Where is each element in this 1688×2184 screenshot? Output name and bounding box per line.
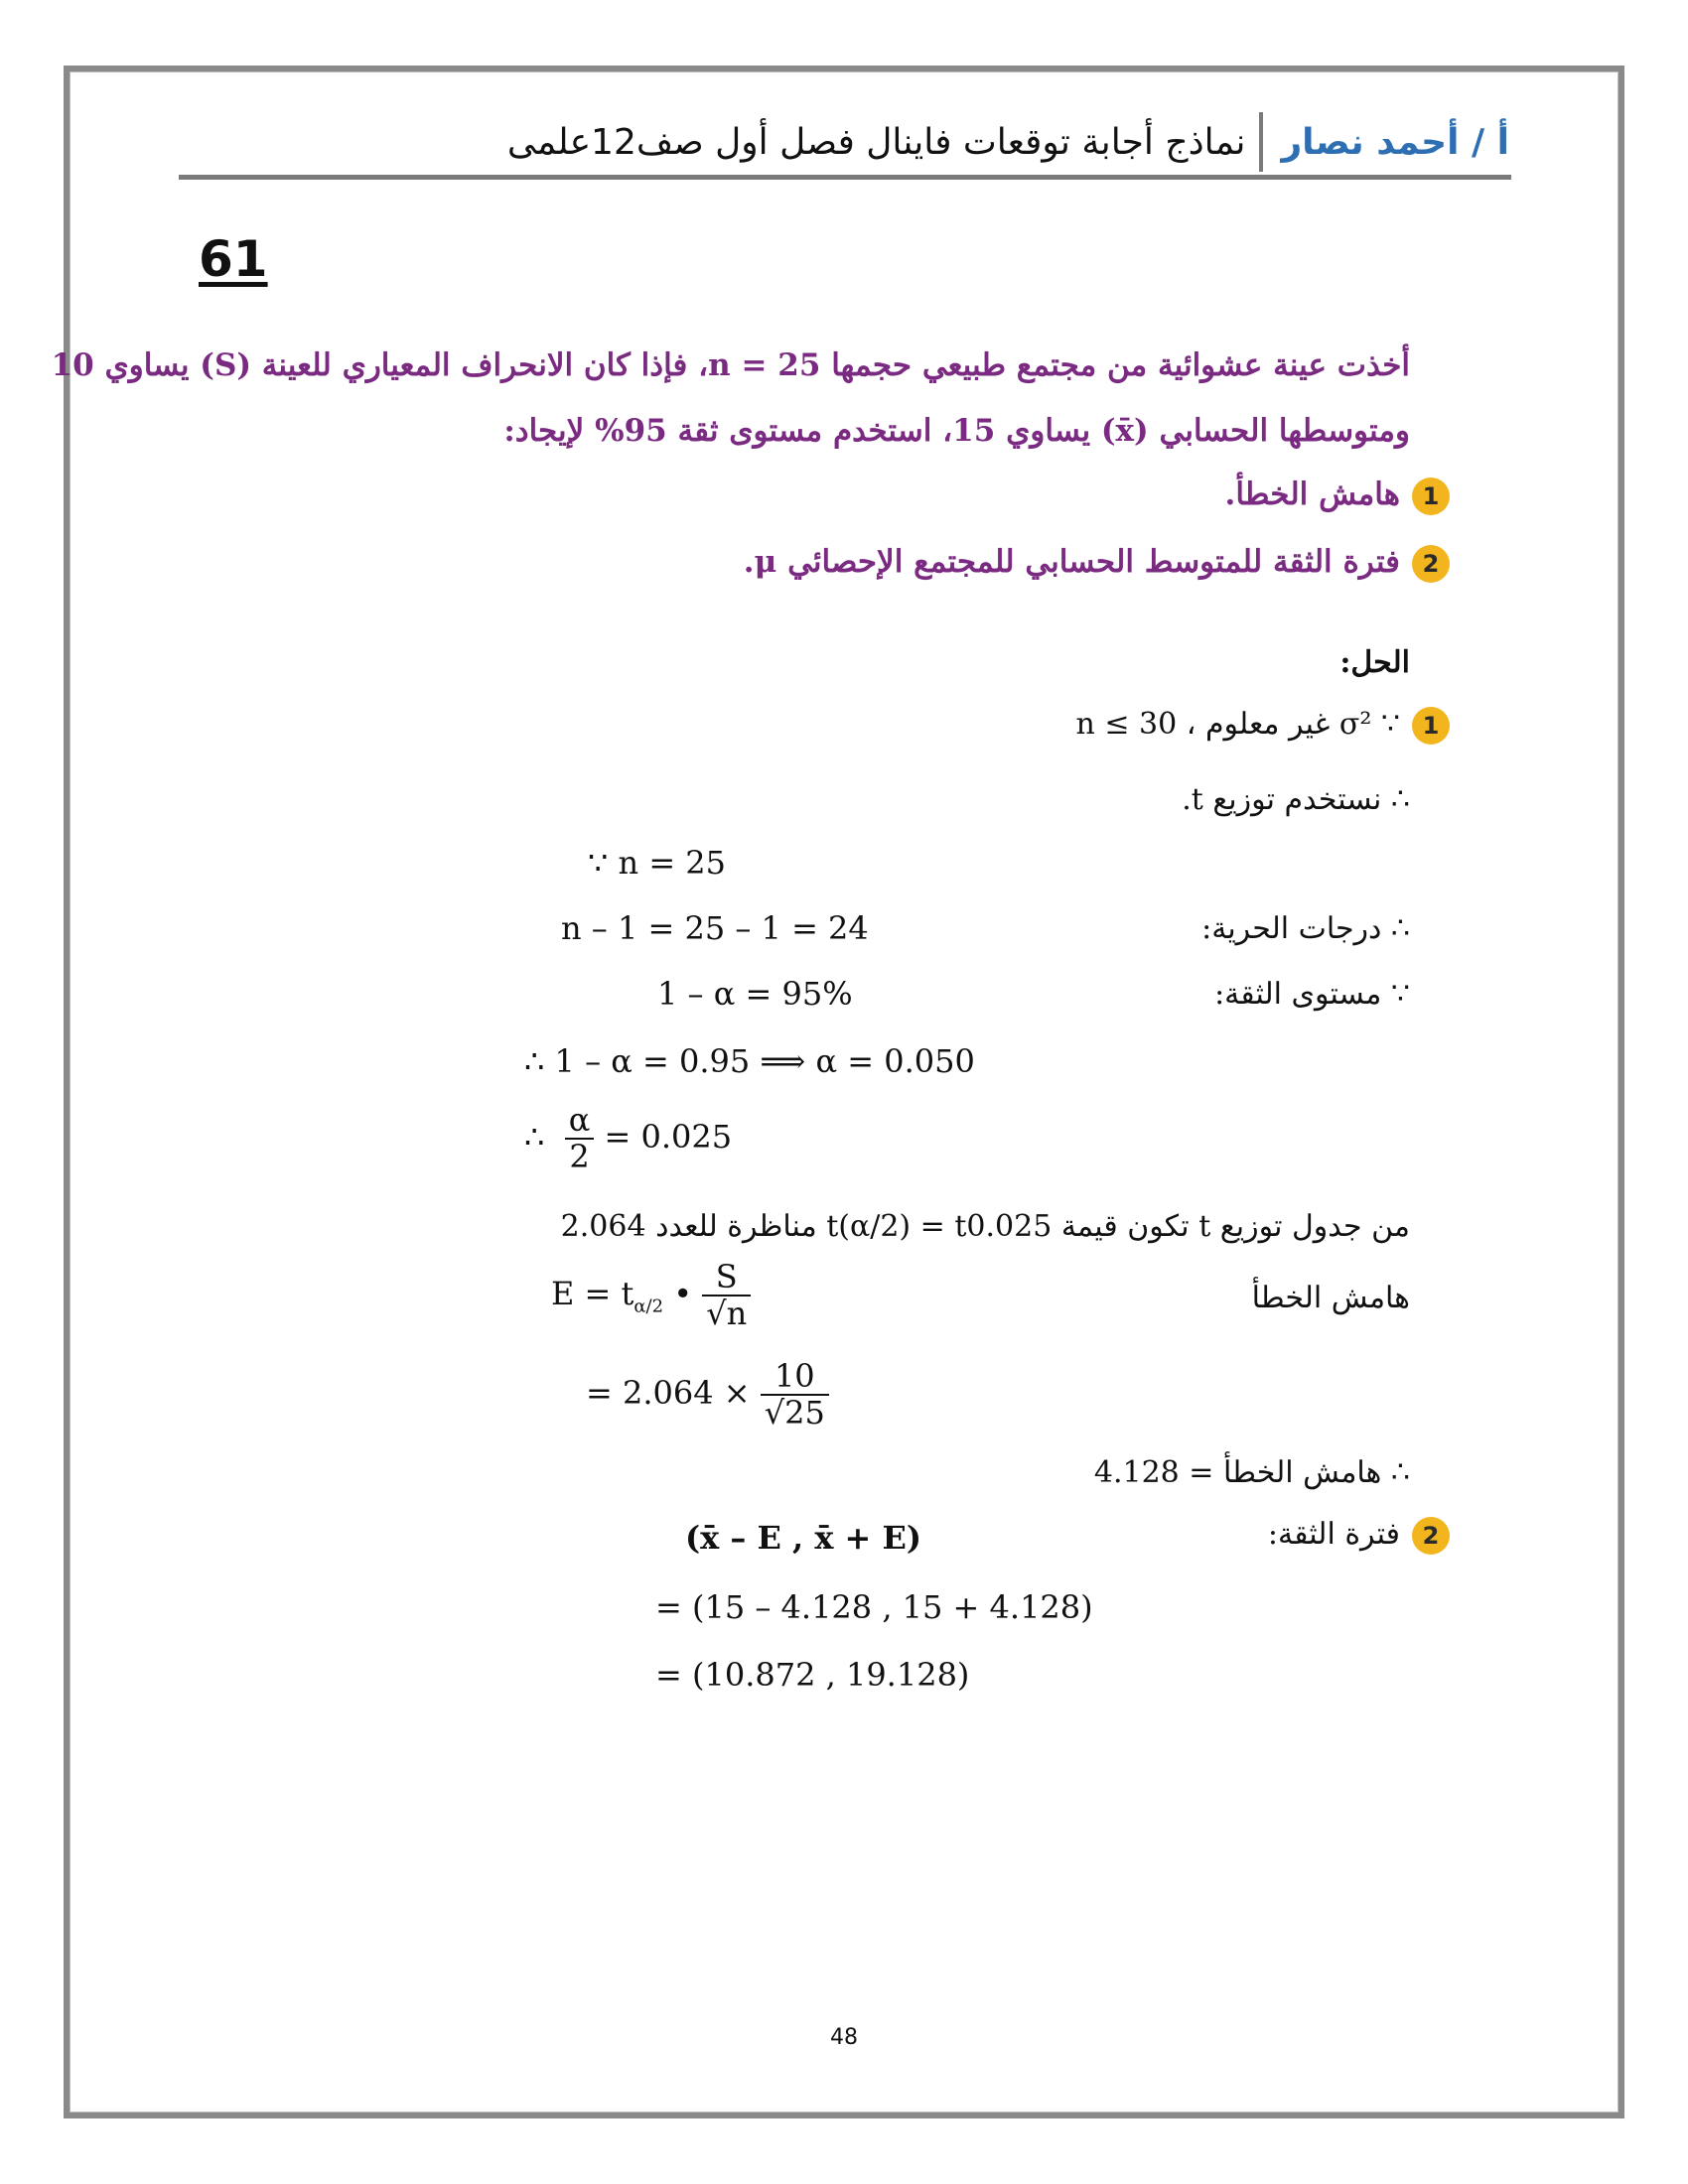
- solution-label: الحل:: [1339, 645, 1410, 680]
- item-number-badge: 2: [1412, 545, 1450, 583]
- solution-step-1: [1075, 707, 1450, 745]
- dof-value: n – 1 = 25 – 1 = 24: [561, 909, 869, 947]
- alpha-line: ∴ 1 – α = 0.95 ⟹ α = 0.050: [524, 1042, 975, 1080]
- question-item-text: هامش الخطأ.: [1224, 477, 1400, 512]
- solution-step-2: [1268, 1517, 1450, 1555]
- confidence-value: 1 – α = 95%: [657, 975, 853, 1013]
- interval-result: = (10.872 , 19.128): [655, 1656, 970, 1694]
- fraction-denominator: √25: [764, 1393, 825, 1432]
- step-number-badge: 1: [1412, 707, 1450, 745]
- margin-calculation: [586, 1357, 829, 1432]
- fraction-numerator: α: [565, 1104, 595, 1140]
- step-number-badge: 2: [1412, 1517, 1450, 1555]
- confidence-label: ∵ مستوى الثقة:: [1214, 977, 1410, 1012]
- question-number: 61: [199, 230, 268, 288]
- half-alpha-fraction: [565, 1101, 595, 1175]
- interval-formula: (x̄ – E , x̄ + E): [685, 1519, 922, 1557]
- fraction-numerator: S: [702, 1261, 751, 1297]
- fraction-numerator: 10: [761, 1360, 829, 1396]
- question-item-2: [744, 544, 1450, 583]
- teacher-name: أ / أحمد نصار: [1281, 121, 1509, 163]
- step1-text: ∵ σ² غير معلوم ، n ≤ 30: [1075, 707, 1400, 742]
- half-alpha-line: [524, 1101, 733, 1175]
- formula-left: E = t: [551, 1274, 634, 1312]
- question-line-1: أخذت عينة عشوائية من مجتمع طبيعي حجمها 25 = n، فإذا كان الانحراف المعياري للعينة (S) يساوي 10: [51, 347, 1410, 383]
- margin-formula: $E = t_{\alpha/2}$ • $\frac{S}{√n}$: [551, 1261, 751, 1331]
- page-number: 48: [830, 2025, 858, 2050]
- margin-result: ∴ هامش الخطأ = 4.128: [1093, 1455, 1410, 1490]
- interval-label: فترة الثقة:: [1267, 1517, 1400, 1552]
- therefore-symbol: ∴: [524, 1117, 545, 1156]
- question-item-text: فترة الثقة للمتوسط الحسابي للمجتمع الإحصائي μ.: [743, 544, 1400, 580]
- question-item-1: [1225, 477, 1450, 515]
- calc-left: = 2.064 ×: [586, 1373, 751, 1412]
- header-rule: [179, 175, 1511, 180]
- question-line-2: ومتوسطها الحسابي (x̄) يساوي 15، استخدم مستوى ثقة 95% لإيجاد:: [503, 413, 1410, 449]
- dof-label: ∴ درجات الحرية:: [1201, 911, 1410, 946]
- n-value: ∵ n = 25: [588, 844, 727, 882]
- item-number-badge: 1: [1412, 478, 1450, 515]
- header-separator: [1259, 112, 1263, 172]
- header-title: نماذج أجابة توقعات فاينال فصل أول صف12علمى: [506, 121, 1246, 163]
- margin-label: هامش الخطأ: [1251, 1281, 1410, 1315]
- interval-substitution: = (15 – 4.128 , 15 + 4.128): [655, 1588, 1093, 1626]
- t-table-line: من جدول توزيع t تكون قيمة t(α/2) = t0.025 مناظرة للعدد 2.064: [560, 1209, 1410, 1244]
- fraction-denominator: 2: [569, 1137, 590, 1175]
- fraction-denominator: √n: [706, 1294, 748, 1332]
- margin-fraction: [702, 1258, 751, 1332]
- page-header: [179, 107, 1509, 177]
- formula-subscript: α/2: [633, 1296, 664, 1317]
- calc-fraction: [761, 1357, 829, 1432]
- use-t-line: ∴ نستخدم توزيع t.: [1182, 782, 1410, 817]
- half-alpha-value: = 0.025: [604, 1117, 733, 1156]
